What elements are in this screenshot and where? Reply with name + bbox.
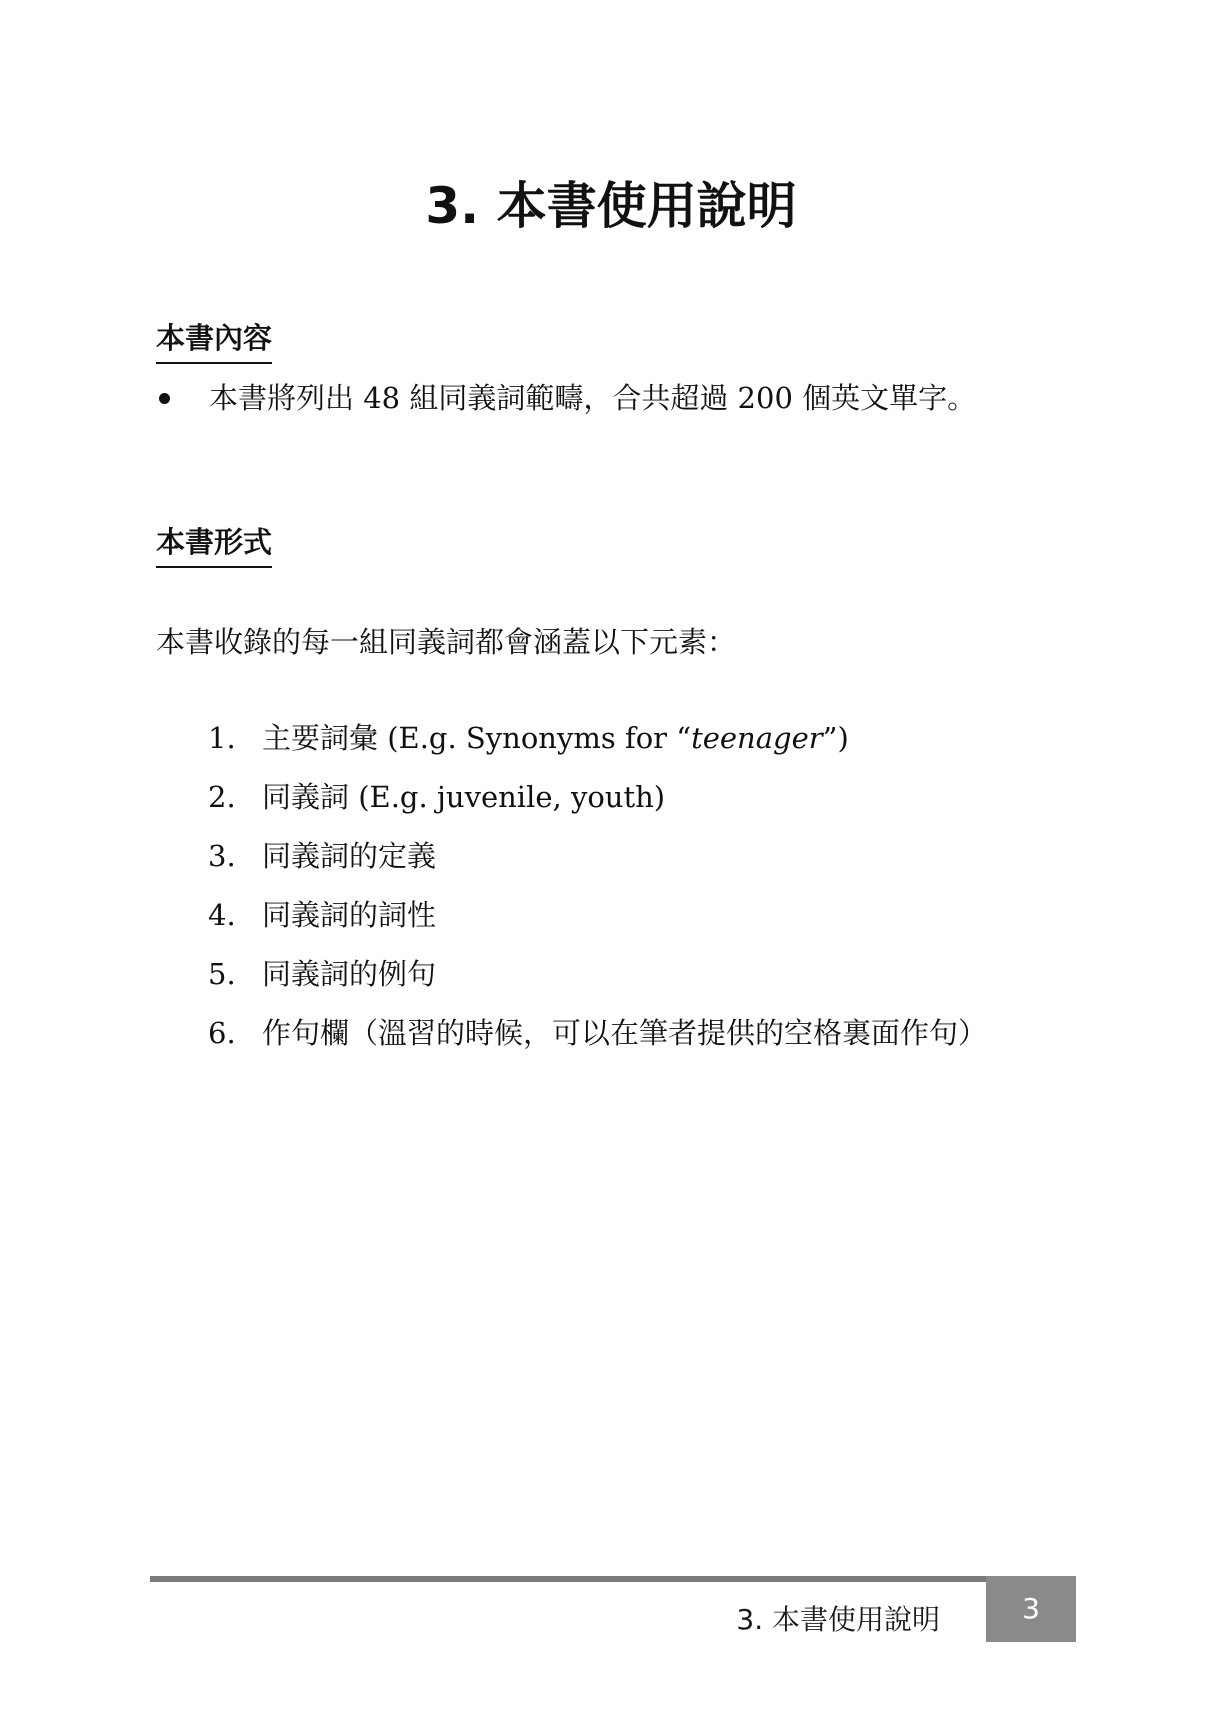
list-text: 同義詞的定義 xyxy=(262,839,437,873)
list-item xyxy=(208,718,987,777)
list-number: 2. xyxy=(208,780,236,814)
list-item xyxy=(208,836,987,895)
list-text: 同義詞的詞性 xyxy=(262,898,437,932)
section-heading-content: 本書內容 xyxy=(156,318,272,364)
footer-section-title: 3. 本書使用說明 xyxy=(736,1603,940,1636)
list-number: 5. xyxy=(208,957,236,991)
list-number: 1. xyxy=(208,721,236,755)
footer-divider xyxy=(150,1576,990,1582)
list-text: 作句欄（溫習的時候，可以在筆者提供的空格裏面作句） xyxy=(262,1016,988,1050)
italic-term: teenager xyxy=(691,721,823,755)
bullet-text: 本書將列出 48 組同義詞範疇，合共超過 200 個英文單字。 xyxy=(209,381,977,415)
list-text: 同義詞 (E.g. juvenile, youth) xyxy=(262,780,666,814)
list-item xyxy=(208,954,987,1013)
list-number: 6. xyxy=(208,1016,236,1050)
section-heading-format: 本書形式 xyxy=(156,522,272,568)
page-title: 3. 本書使用說明 xyxy=(425,177,797,235)
list-text: 同義詞的例句 xyxy=(262,957,437,991)
page-number: 3 xyxy=(986,1576,1076,1642)
list-item xyxy=(208,1013,987,1072)
list-item xyxy=(208,777,987,836)
list-text: 主要詞彙 (E.g. Synonyms for “teenager”) xyxy=(262,721,849,755)
bullet-icon xyxy=(159,393,170,404)
bullet-item xyxy=(156,378,976,418)
list-number: 3. xyxy=(208,839,236,873)
element-list xyxy=(208,718,987,1072)
list-number: 4. xyxy=(208,898,236,932)
list-item xyxy=(208,895,987,954)
intro-text: 本書收錄的每一組同義詞都會涵蓋以下元素： xyxy=(156,625,737,659)
